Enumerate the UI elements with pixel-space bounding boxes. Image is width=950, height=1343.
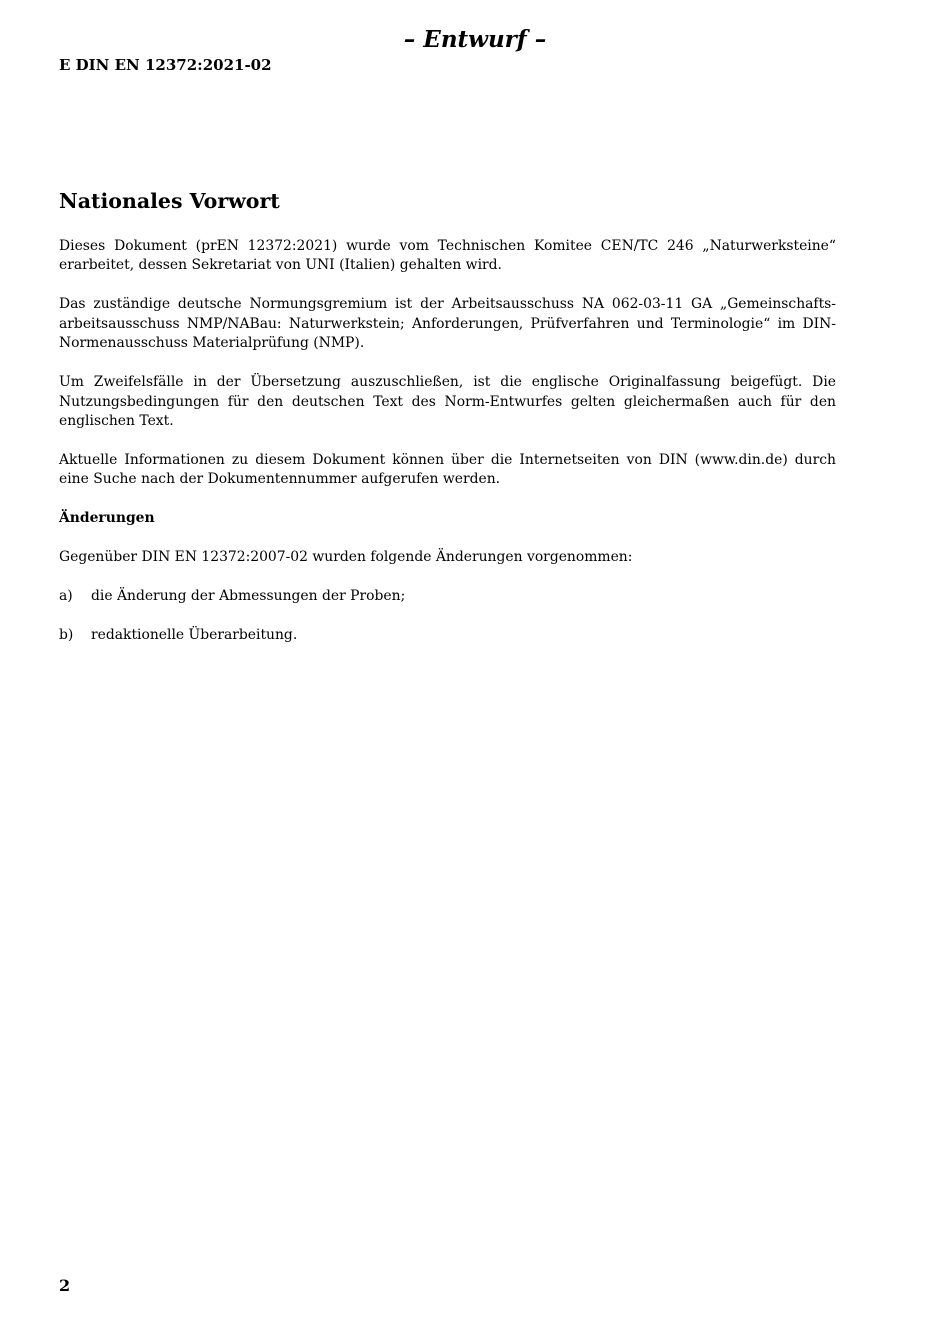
main-content: [59, 186, 836, 665]
paragraph-translation-note: Um Zweifelsfälle in der Übersetzung auszuschließen, ist die englische Originalfassung beigefügt. Die Nutzungsbedingungen für den deutschen Text des Norm-Entwurfes gelten gleichermaßen auch für den englischen Text.: [59, 374, 836, 430]
page-number: 2: [59, 1276, 71, 1295]
list-item: [59, 587, 836, 606]
list-marker: b): [59, 627, 74, 644]
draft-mark: – Entwurf –: [403, 26, 547, 53]
changes-intro: Gegenüber DIN EN 12372:2007-02 wurden folgende Änderungen vorgenommen:: [59, 549, 633, 566]
list-text: redaktionelle Überarbeitung.: [91, 627, 298, 644]
paragraph-information: Aktuelle Informationen zu diesem Dokument können über die Internetseiten von DIN (www.din.de) durch eine Suche nach der Dokumentennummer aufgerufen werden.: [59, 452, 836, 488]
paragraph-committee: Dieses Dokument (prEN 12372:2021) wurde vom Technischen Komitee CEN/TC 246 „Naturwerksteine“ erarbeitet, dessen Sekretariat von UNI (Italien) gehalten wird.: [59, 238, 836, 274]
list-marker: a): [59, 588, 73, 605]
document-id: E DIN EN 12372:2021-02: [59, 56, 272, 74]
list-text: die Änderung der Abmessungen der Proben;: [91, 588, 406, 605]
list-item: [59, 626, 836, 645]
paragraph-national-body: Das zuständige deutsche Normungsgremium ist der Arbeitsausschuss NA 062-03-11 GA „Gemeinschaftsarbeitsausschuss NMP/NABau: Naturwerkstein; Anforderungen, Prüfverfahren und Terminologie“ im DIN-Normenausschuss Materialprüfung (NMP).: [59, 296, 836, 352]
section-title: Nationales Vorwort: [59, 189, 280, 213]
changes-heading: Änderungen: [59, 510, 155, 527]
